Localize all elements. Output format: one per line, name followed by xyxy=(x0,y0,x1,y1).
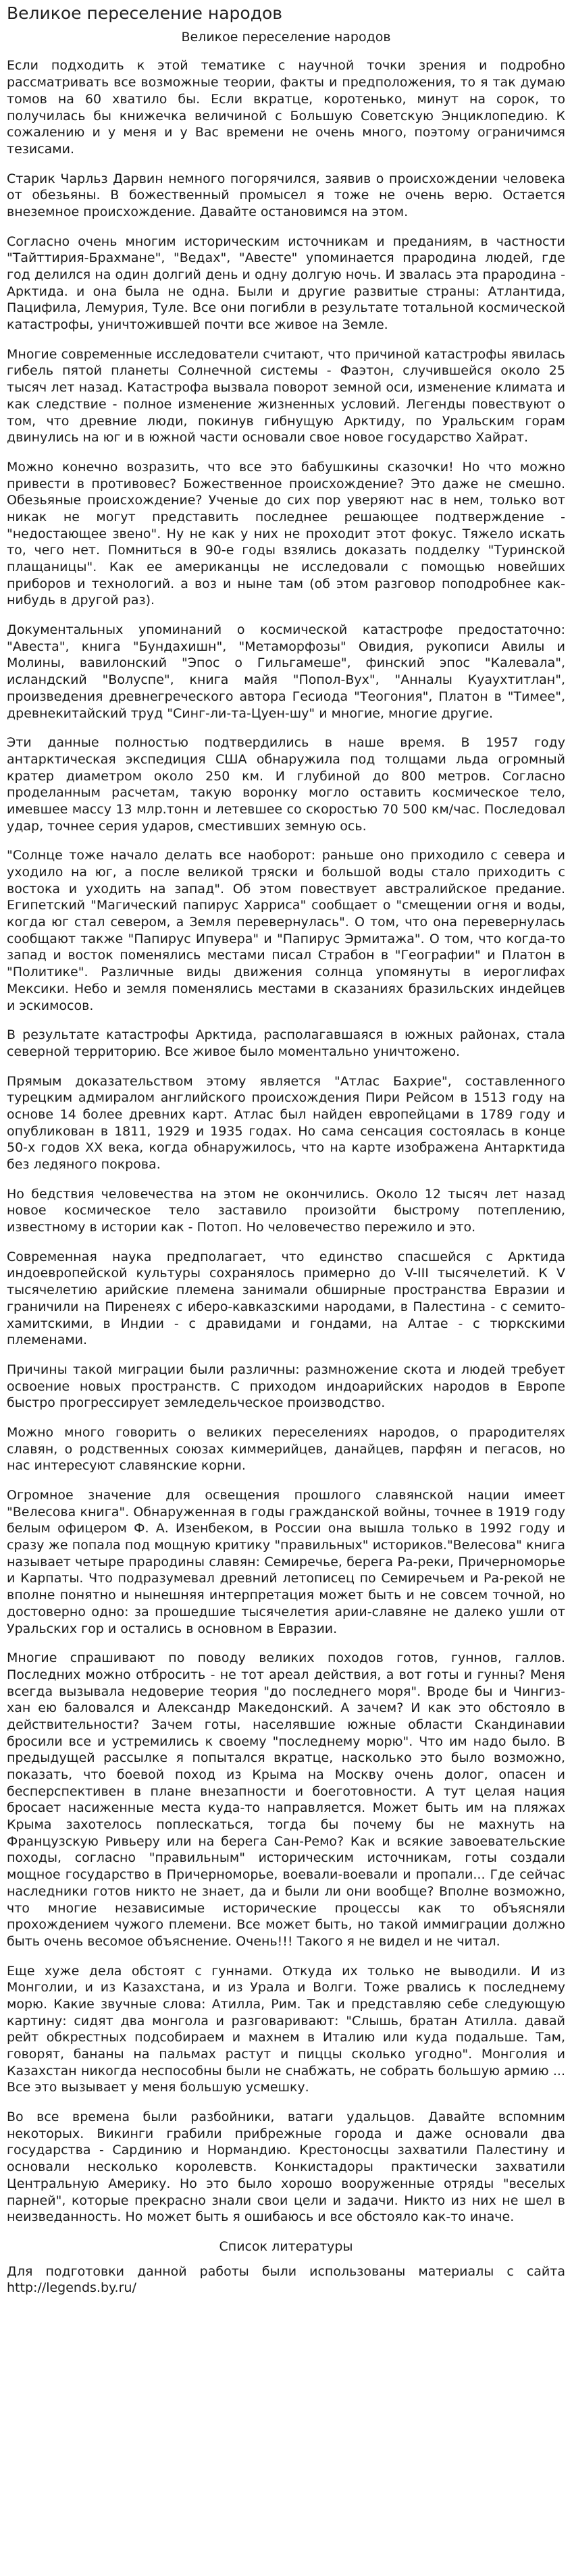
references-title: Список литературы xyxy=(219,2238,353,2254)
source-link[interactable]: http://legends.by.ru/ xyxy=(7,2280,136,2296)
paragraph: Согласно очень многим историческим источникам и преданиям, в частности "Тайттирия-Брахмане", "Ведах", "Авесте" упоминается прародина людей, где год делился на один долгий день и одну долгую ночь. И звалась эта прародина - Арктида. и она была не одна. Были и другие развитые страны: Атлантида, Пацифила, Лемурия, Туле. Все они погибли в результате тотальной космической катастрофы, уничтожившей почти все живое на Земле. xyxy=(7,234,565,333)
paragraph: Во все времена были разбойники, ватаги удальцов. Давайте вспомним некоторых. Викинги грабили прибрежные города и даже основали два государства - Сардинию и Нормандию. Крестоносцы захватили Палестину и основали несколько королевств. Конкистадоры практически захватили Центральную Америку. Но это было хорошо вооруженные отряды "веселых парней", которые прекрасно знали свои цели и задачи. Никто из них не шел в неизведанность. Но может быть я ошибаюсь и все обстояло как-то иначе. xyxy=(7,2110,565,2225)
paragraph: Современная наука предполагает, что единство спасшейся с Арктида индоевропейской культуры сохранялось примерно до V-III тысячелетий. К V тысячелетию арийские племена занимали обширные пространства Евразии и граничили на Пиренеях с иберо-кавказскими народами, в Палестина - с семито-хамитскими, в Индии - с дравидами и гондами, на Алтае - с тюркскими племенами. xyxy=(7,1249,565,1348)
references-text: Для подготовки данной работы были использованы материалы с сайта xyxy=(7,2263,565,2279)
paragraph: Прямым доказательством этому является "Атлас Бахрие", составленного турецким адмиралом английского происхождения Пири Рейсом в 1513 году на основе 14 более древних карт. Атлас был найден европейцами в 1789 году и опубликован в 1811, 1929 и 1935 годах. Но сама сенсация состоялась в конце 50-х годов XX века, когда обнаружилось, что на карте изображена Антарктида без ледяного покрова. xyxy=(7,1073,565,1172)
paragraph: Старик Чарльз Дарвин немного погорячился, заявив о происхождении человека от обезьяны. В божественный промысел я тоже не очень верю. Остается внеземное происхождение. Давайте остановимся на этом. xyxy=(7,171,565,219)
paragraph: Огромное значение для освещения прошлого славянской нации имеет "Велесова книга". Обнаруженная в годы гражданской войны, точнее в 1919 году белым офицером Ф. А. Изенбеком, в России она вышла только в 1992 году и сразу же попала под мощную критику "правильных" историков."Велесова" книга называет четыре прародины славян: Семиречье, берега Ра-реки, Причерноморье и Карпаты. Что подразумевал древний летописец по Семиречьем и Ра-рекой не вполне понятно и нынешняя интерпретация может быть и не совсем точной, но достоверно одно: за прошедшие тысячелетия арии-славяне не далеко ушли от Уральских гор и остались в основном в Евразии. xyxy=(7,1488,565,1636)
paragraph: "Солнце тоже начало делать все наоборот: раньше оно приходило с севера и уходило на юг, а после великой тряски и большой воды стало приходить с востока и уходить на запад". Об этом повествует австралийское предание. Египетский "Магический папирус Харриса" сообщает о "смещении огня и воды, когда юг стал севером, а Земля перевернулась". О том, что она перевернулась сообщают также "Папирус Ипувера" и "Папирус Эрмитажа". О том, что когда-то запад и восток поменялись местами писал Страбон в "Географии" и Платон в "Политике". Различные виды движения солнца упомянуты в иероглифах Мексики. Небо и земля поменялись местами в сказаниях бразильских индейцев и эскимосов. xyxy=(7,848,565,1013)
paragraph: Документальных упоминаний о космической катастрофе предостаточно: "Авеста", книга "Бундахишн", "Метаморфозы" Овидия, рукописи Авилы и Молины, вавилонский "Эпос о Гильгамеше", финский эпос "Калевала", исландский "Волуспе", книга майя "Попол-Вух", "Анналы Куаухтитлан", произведения древнегреческого автора Гесиода "Теогония", Платон в "Тимее", древнекитайский труд "Синг-ли-та-Цуен-шу" и многие, многие другие. xyxy=(7,622,565,721)
paragraph: Эти данные полностью подтвердились в наше время. В 1957 году антарктическая экспедиция США обнаружила под толщами льда огромный кратер диаметром около 250 км. И глубиной до 800 метров. Согласно проделанным расчетам, такую воронку могло оставить космическое тело, имевшее массу 13 млр.тонн и летевшее со скоростью 70 500 км/час. Последовал удар, точнее серия ударов, сместивших земную ось. xyxy=(7,735,565,834)
paragraph: Причины такой миграции были различны: размножение скота и людей требует освоение новых пространств. С приходом индоарийских народов в Европе быстро прогрессирует земледельческое производство. xyxy=(7,1362,565,1411)
paragraph: Многие спрашивают по поводу великих походов готов, гуннов, галлов. Последних можно отбросить - не тот ареал действия, а вот готы и гунны? Меня всегда вызывала недоверие теория "до последнего моря". Вроде бы и Чингиз-хан ею баловался и Александр Македонский. А зачем? И как это обстояло в действительности? Зачем готы, населявшие южные области Скандинавии бросили все и устремились к своему "последнему морю". Что им надо было. В предыдущей рассылке я попытался вкратце, насколько это было возможно, показать, что боевой поход из Крыма на Москву очень долог, опасен и бесперспективен в плане внезапности и боеготовности. А тут целая нация бросает насиженные места куда-то направляется. Может быть им на пляжах Крыма захотелось поплескаться, тогда бы почему бы не махнуть на Французскую Ривьеру или на берега Сан-Ремо? Как и всякие завоевательские походы, согласно "правильным" историческим источникам, готы создали мощное государство в Причерноморье, воевали-воевали и пропали... Где сейчас наследники готов никто не знает, да и были ли они вообще? Вполне возможно, что многие независимые исторические процессы как то объясняли прохождением чужого племени. Все может быть, но такой иммиграции должно быть очень весомое объяснение. Очень!!! Такого я не видел и не читал. xyxy=(7,1651,565,1949)
paragraph: Но бедствия человечества на этом не окончились. Около 12 тысяч лет назад новое космическое тело заставило произойти быстрому потеплению, известному в истории как - Потоп. Но человечество пережило и это. xyxy=(7,1186,565,1235)
paragraph: Многие современные исследователи считают, что причиной катастрофы явилась гибель пятой планеты Солнечной системы - Фаэтон, случившейся около 25 тысяч лет назад. Катастрофа вызвала поворот земной оси, изменение климата и как следствие - полное изменение жизненных условий. Легенды повествуют о том, что древние люди, покинув гибнущую Арктиду, по Уральским горам двинулись на юг и в южной части основали свое новое государство Хайрат. xyxy=(7,346,565,446)
paragraph: Можно много говорить о великих переселениях народов, о прародителях славян, о родственных союзах киммерийцев, данайцев, парфян и пегасов, но нас интересуют славянские корни. xyxy=(7,1424,565,1474)
paragraph: Еще хуже дела обстоят с гуннами. Откуда их только не выводили. И из Монголии, и из Казахстана, и из Урала и Волги. Тоже рвались к последнему морю. Какие звучные слова: Атилла, Рим. Так и представляю себе следующую картину: сидят два монгола и разговаривают: "Слышь, братан Атилла. давай рейт обкрестных подсобираем и махнем в Италию или куда подальше. Там, говорят, бананы на пальмах растут и пиццы сколько угодно". Монголия и Казахстан никогда неспособны были не снабжать, не собрать большую армию ... Все это вызывает у меня большую усмешку. xyxy=(7,1963,565,2095)
paragraph: Можно конечно возразить, что все это бабушкины сказочки! Но что можно привести в противовес? Божественное происхождение? Это даже не смешно. Обезьяные происхождение? Ученые до сих пор уверяют нас в нем, только вот никак не могут представить последнее решающее подтверждение - "недостающее звено". Ну не как у них не проходит этот фокус. Тяжело искать то, чего нет. Помниться в 90-е годы взялись доказать подделку "Туринской плащаницы". Как ее американцы не исследовали с помощью новейших приборов и технологий. а воз и ныне там (об этом разговор поподробнее как-нибудь в другой раз). xyxy=(7,459,565,608)
paragraph: Если подходить к этой тематике с научной точки зрения и подробно рассматривать все возможные теории, факты и предположения, то я так думаю томов на 60 хватило бы. Если вкратце, коротенько, минут на сорок, то получилась бы книжечка величиной с Большую Советскую Энциклопедию. К сожалению и у меня и у Вас времени не очень много, поэтому ограничимся тезисами. xyxy=(7,58,565,157)
article-body xyxy=(7,57,565,2225)
site-title: Великое переселение народов xyxy=(7,3,283,23)
references-paragraph xyxy=(7,2263,565,2297)
paragraph: В результате катастрофы Арктида, располагавшаяся в южных районах, стала северной территорию. Все живое было моментально уничтожено. xyxy=(7,1027,565,1059)
article-title: Великое переселение народов xyxy=(181,29,391,45)
